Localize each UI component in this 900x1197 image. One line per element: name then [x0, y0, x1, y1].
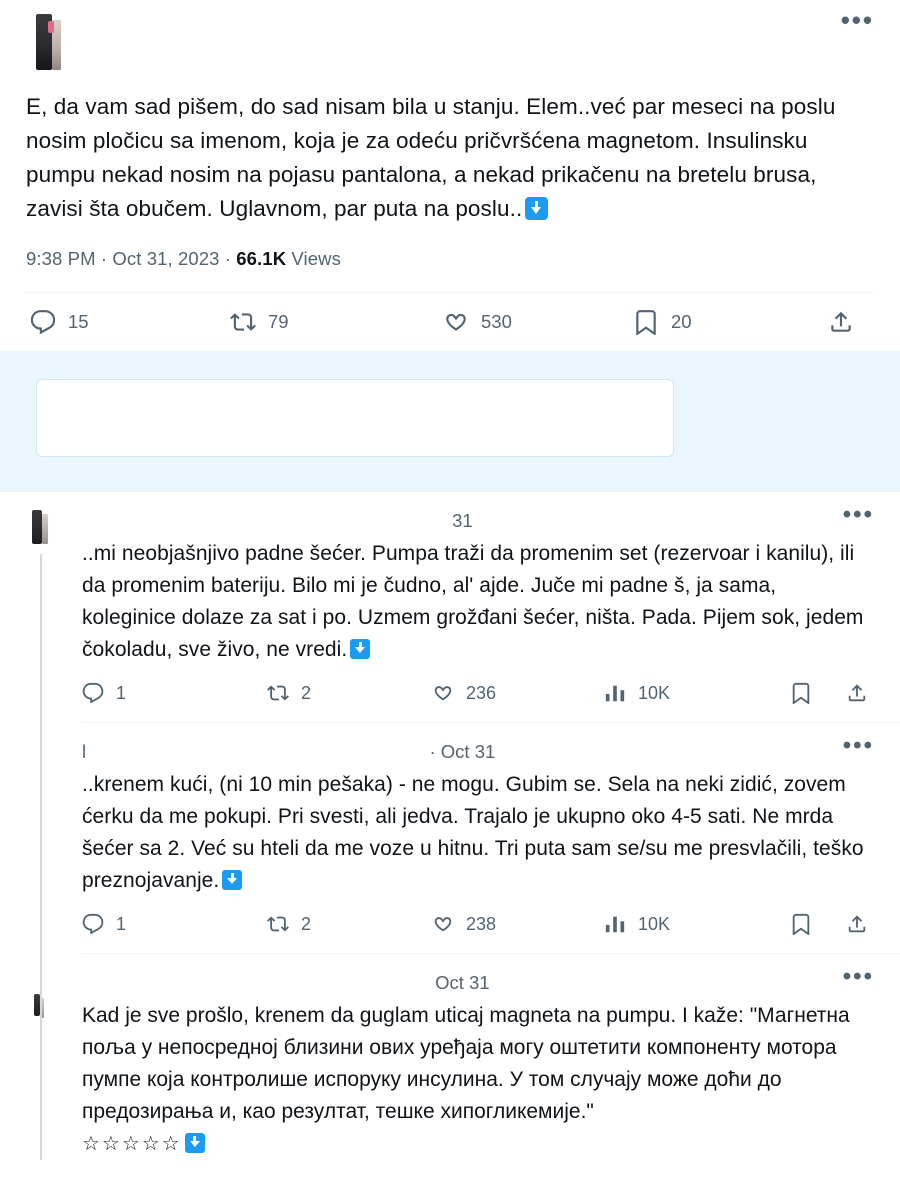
- like-button[interactable]: [432, 682, 604, 704]
- bookmark-button[interactable]: [633, 309, 823, 335]
- heart-icon: [432, 682, 454, 704]
- download-badge-icon[interactable]: [222, 870, 242, 890]
- avatar[interactable]: [26, 14, 72, 74]
- thread-connector: [40, 723, 42, 971]
- retweet-count: 2: [301, 682, 312, 703]
- share-icon: [846, 682, 868, 704]
- retweet-icon: [230, 309, 256, 335]
- reply-button[interactable]: [82, 913, 267, 935]
- reply-icon: [82, 913, 104, 935]
- analytics-icon: [604, 913, 626, 935]
- reply-header: [82, 963, 874, 998]
- like-count: 236: [466, 682, 497, 703]
- bookmark-icon: [633, 309, 659, 335]
- reply-button[interactable]: [30, 309, 230, 335]
- reply-input[interactable]: [36, 379, 674, 457]
- reply-date: Oct 31: [435, 972, 490, 993]
- thread-connector: [40, 554, 42, 740]
- thread-rail: [26, 972, 82, 1160]
- views-count: 10K: [638, 682, 671, 703]
- reply-icon: [82, 682, 104, 704]
- download-badge-icon[interactable]: [525, 197, 548, 220]
- reply-compose-area: [0, 351, 900, 491]
- views-button[interactable]: [604, 913, 734, 935]
- meta-dot-1: ·: [100, 248, 108, 269]
- list-item: [0, 954, 900, 1160]
- like-button[interactable]: [432, 913, 604, 935]
- main-tweet-text-body: E, da vam sad pišem, do sad nisam bila u stanju. Elem..već par meseci na poslu nosim pločicu sa imenom, koja je za odeću pričvršćena magnetom. Insulinsku pumpu nekad nosim na pojasu pantalona, a nekad prikačenu na bretelu brusa, zavisi šta obučem. Uglavnom, par puta na poslu..: [26, 94, 836, 221]
- share-icon: [828, 309, 854, 335]
- share-icon: [846, 913, 868, 935]
- star-rating: ☆☆☆☆☆: [82, 1133, 182, 1155]
- reply-text-body: ..mi neobjašnjivo padne šećer. Pumpa traži da promenim set (rezervoar i kanilu), ili da promenim bateriju. Bilo mi je čudno, al' ajde. Juče mi padne š, ja sama, koleginice dolaze za sat i po. Uzmem grožđani šećer, ništa. Pada. Pijem sok, jedem čokoladu, sve živo, ne vredi.: [82, 542, 864, 661]
- bookmark-count: 20: [671, 311, 692, 332]
- list-item: [0, 492, 900, 722]
- avatar-shape-accent: [48, 21, 54, 33]
- reply-count: 1: [116, 913, 127, 934]
- avatar-shape-dark: [32, 510, 42, 544]
- more-options-icon[interactable]: •••: [840, 5, 874, 35]
- reply-count: 15: [68, 311, 89, 332]
- meta-dot-2: ·: [224, 248, 232, 269]
- main-tweet-actions: [26, 292, 874, 351]
- reply-text: [82, 538, 874, 666]
- bookmark-icon: [790, 913, 812, 935]
- views-button[interactable]: [604, 682, 734, 704]
- reply-author-row: [82, 972, 843, 996]
- thread-connector: [40, 954, 42, 1160]
- main-tweet-header: [26, 5, 874, 74]
- main-tweet-meta: [26, 248, 874, 270]
- list-item: [0, 723, 900, 953]
- download-badge-icon[interactable]: [185, 1133, 205, 1153]
- retweet-button[interactable]: [267, 682, 432, 704]
- reply-icon: [30, 309, 56, 335]
- retweet-button[interactable]: [267, 913, 432, 935]
- reply-trailing-row: [82, 1128, 874, 1160]
- avatar[interactable]: [26, 510, 56, 548]
- like-count: 238: [466, 913, 497, 934]
- reply-text-body: ..krenem kući, (ni 10 min pešaka) - ne mogu. Gubim se. Sela na neki zidić, zovem ćerku da me pokupi. Pri svesti, ali jedva. Trajalo je ukupno oko 4-5 sati. Ne mrda šećer sa 2. Već su hteli da me voze u hitnu. Tri puta sam se/su me presvlačili, teško preznojavanje.: [82, 773, 864, 892]
- heart-icon: [443, 309, 469, 335]
- views-label: Views: [291, 248, 341, 269]
- timestamp: 9:38 PM: [26, 248, 96, 269]
- like-count: 530: [481, 311, 512, 332]
- thread-rail: [26, 510, 82, 722]
- reply-text-body: Kad je sve prošlo, krenem da guglam uticaj magneta na pumpu. I kaže: "Магнетна поља у непосредној близини ових уређаја могу оштетити компоненту мотора пумпе која контролише испоруку инсулина. У том случају може доћи до предозирања и, као резултат, тешке хипогликемије.": [82, 1004, 850, 1123]
- main-tweet-text: [26, 90, 874, 226]
- date: Oct 31, 2023: [112, 248, 220, 269]
- reply-author-row: [82, 741, 843, 765]
- more-options-icon[interactable]: •••: [842, 501, 874, 528]
- bookmark-button[interactable]: [790, 913, 812, 935]
- reply-header: [82, 732, 874, 767]
- reply-handle: l: [82, 741, 87, 762]
- views-count: 66.1K: [236, 248, 287, 269]
- reply-body: [82, 732, 874, 953]
- reply-body: [82, 501, 874, 722]
- views-count: 10K: [638, 913, 671, 934]
- reply-body: [82, 963, 874, 1160]
- reply-text: [82, 769, 874, 897]
- avatar-shape-light: [42, 514, 48, 544]
- share-button[interactable]: [846, 913, 868, 935]
- reply-date: · Oct 31: [429, 741, 496, 762]
- more-options-icon[interactable]: •••: [842, 732, 874, 759]
- more-options-icon[interactable]: •••: [842, 963, 874, 990]
- bookmark-icon: [790, 682, 812, 704]
- thread-rail: [26, 741, 82, 953]
- reply-actions: [82, 897, 874, 953]
- retweet-icon: [267, 682, 289, 704]
- bookmark-button[interactable]: [790, 682, 812, 704]
- main-tweet: [0, 0, 900, 351]
- reply-actions: [82, 666, 874, 722]
- retweet-icon: [267, 913, 289, 935]
- heart-icon: [432, 913, 454, 935]
- reply-author-row: [82, 510, 843, 534]
- retweet-count: 2: [301, 913, 312, 934]
- retweet-button[interactable]: [230, 309, 443, 335]
- reply-date: 31: [452, 510, 473, 531]
- download-badge-icon[interactable]: [350, 639, 370, 659]
- replies-list: [0, 492, 900, 1160]
- reply-header: [82, 501, 874, 536]
- retweet-count: 79: [268, 311, 289, 332]
- analytics-icon: [604, 682, 626, 704]
- reply-text: [82, 1000, 874, 1128]
- share-button[interactable]: [828, 309, 866, 335]
- reply-count: 1: [116, 682, 127, 703]
- like-button[interactable]: [443, 309, 633, 335]
- share-button[interactable]: [846, 682, 868, 704]
- reply-button[interactable]: [82, 682, 267, 704]
